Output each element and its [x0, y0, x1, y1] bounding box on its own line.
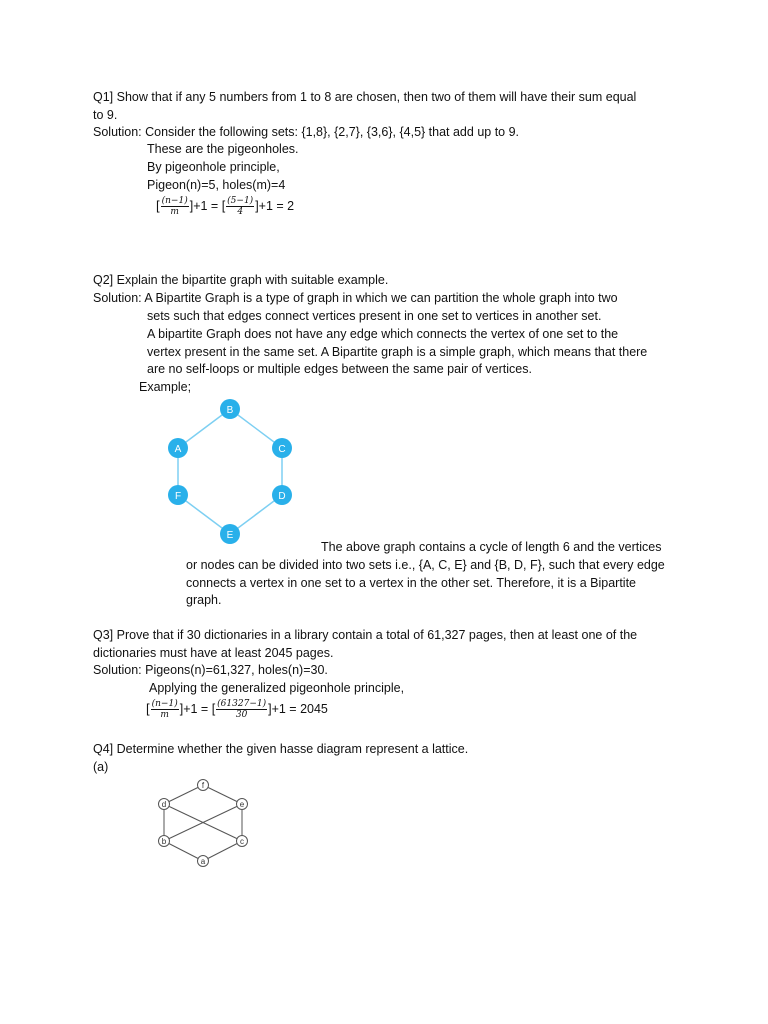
graph-node-e-label: E [226, 530, 234, 541]
q1-question-line1: Q1] Show that if any 5 numbers from 1 to 8 are chosen, then two of them will have their sum equal [93, 90, 637, 104]
graph-node-d [272, 485, 292, 505]
hasse-edges [161, 785, 242, 861]
q1-formula-mid: ]+1 = [ [189, 199, 226, 213]
graph-node-c [272, 438, 292, 458]
q1-solution-line3: By pigeonhole principle, [147, 160, 280, 174]
q1-formula [156, 194, 294, 218]
q1-formula-open: [ [156, 198, 160, 213]
q2-description-line2: or nodes can be divided into two sets i.e., {A, C, E} and {B, D, F}, such that every edge [186, 558, 665, 572]
q2-question: Q2] Explain the bipartite graph with suitable example. [93, 273, 389, 287]
graph-node-a [168, 438, 188, 458]
hasse-node-f-label: f [201, 781, 205, 790]
q2-solution-line3: A bipartite Graph does not have any edge which connects the vertex of one set to the [147, 327, 619, 341]
hasse-node-e [237, 799, 248, 810]
graph-node-a-label: A [174, 444, 182, 455]
q1-fraction-1-den: m [170, 207, 179, 218]
q3-formula-mid: ]+1 = [ [179, 702, 216, 716]
q3-question-line1: Q3] Prove that if 30 dictionaries in a library contain a total of 61,327 pages, then at least one of the [93, 628, 638, 642]
hasse-diagram [152, 778, 256, 874]
q1-solution-line2: These are the pigeonholes. [147, 142, 299, 156]
hasse-node-d [159, 799, 170, 810]
q3-fraction-2 [216, 699, 267, 720]
q3-fraction-2-num: (61327−1) [217, 699, 267, 710]
q3-fraction-2-den: 30 [235, 710, 248, 721]
q3-formula-open: [ [146, 701, 150, 716]
q3-formula-end: ]+1 = 2045 [268, 702, 328, 716]
q3-solution-line2: Applying the generalized pigeonhole principle, [149, 681, 405, 695]
hasse-edge-f-e [203, 785, 242, 804]
hasse-edge-c-a [203, 841, 242, 861]
q1-solution-line4: Pigeon(n)=5, holes(m)=4 [147, 178, 286, 192]
graph-node-b-label: B [226, 405, 234, 416]
hasse-node-a [198, 856, 209, 867]
hasse-node-b-label: b [161, 837, 167, 846]
q1-fraction-1 [161, 196, 189, 217]
hasse-node-f [198, 780, 209, 791]
q2-description-line3: connects a vertex in one set to a vertex in the other set. Therefore, it is a Bipartite [186, 576, 637, 590]
q2-solution-line5: are no self-loops or multiple edges between the same pair of vertices. [147, 362, 532, 376]
q1-fraction-2-num: (5−1) [227, 196, 254, 207]
bipartite-graph-edges [178, 409, 282, 534]
graph-node-e [220, 524, 240, 544]
q3-formula [146, 697, 328, 721]
graph-node-c-label: C [278, 444, 286, 455]
q1-fraction-2-den: 4 [237, 207, 244, 218]
hasse-node-b [159, 836, 170, 847]
q1-formula-end: ]+1 = 2 [255, 199, 295, 213]
q1-fraction-2 [226, 196, 254, 217]
q2-example-label: Example; [139, 380, 192, 394]
hasse-node-a-label: a [200, 857, 206, 866]
graph-node-b [220, 399, 240, 419]
graph-node-f [168, 485, 188, 505]
q3-fraction-1-num: (n−1) [151, 699, 178, 710]
q3-solution-line1: Solution: Pigeons(n)=61,327, holes(n)=30. [93, 663, 328, 677]
hasse-edge-b-a [164, 841, 203, 861]
bipartite-graph-diagram [158, 398, 318, 548]
q3-fraction-1-den: m [160, 710, 169, 721]
hasse-node-d-label: d [161, 800, 167, 809]
hasse-edge-f-d [164, 785, 203, 804]
q3-question-line2: dictionaries must have at least 2045 pages. [93, 646, 334, 660]
q1-fraction-1-num: (n−1) [161, 196, 188, 207]
q2-description-line1: The above graph contains a cycle of length 6 and the vertices [321, 540, 662, 554]
q1-solution-line1: Solution: Consider the following sets: {1,8}, {2,7}, {3,6}, {4,5} that add up to 9. [93, 125, 520, 139]
q4-question: Q4] Determine whether the given hasse diagram represent a lattice. [93, 742, 469, 756]
q2-solution-line1: Solution: A Bipartite Graph is a type of graph in which we can partition the whole graph into two [93, 291, 618, 305]
graph-node-d-label: D [278, 491, 286, 502]
q4-part-label: (a) [93, 760, 109, 774]
q3-fraction-1 [151, 699, 179, 720]
q1-question-line2: to 9. [93, 108, 118, 122]
q2-description-line4: graph. [186, 593, 222, 607]
graph-node-f-label: F [174, 491, 182, 502]
hasse-node-c-label: c [240, 837, 244, 846]
hasse-node-c [237, 836, 248, 847]
hasse-node-e-label: e [239, 800, 245, 809]
q2-solution-line4: vertex present in the same set. A Bipartite graph is a simple graph, which means that there [147, 345, 648, 359]
q2-solution-line2: sets such that edges connect vertices present in one set to vertices in another set. [147, 309, 602, 323]
